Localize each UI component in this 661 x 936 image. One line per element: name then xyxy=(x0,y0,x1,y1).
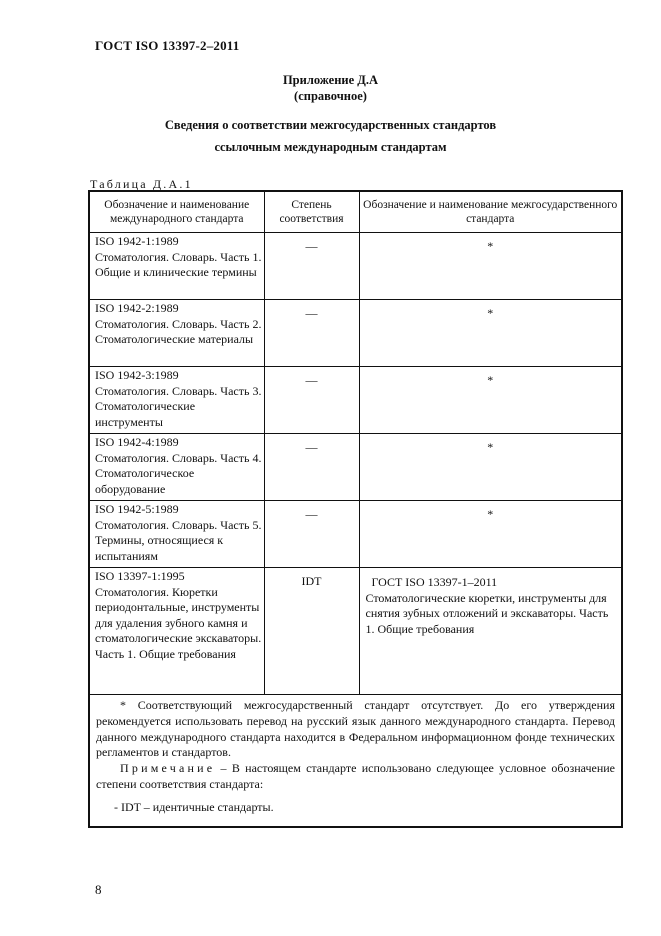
appendix-subtitle: (справочное) xyxy=(294,89,367,103)
iso-code: ISO 1942-4:1989 xyxy=(95,435,179,449)
note-text: – В настоящем стандарте использовано следующее условное обозначение степени соответствия стандарта: xyxy=(96,761,615,791)
degree-cell: — xyxy=(264,300,359,367)
interstate-standard-cell: * xyxy=(359,434,622,501)
table-notes-row xyxy=(89,695,622,828)
idt-definition: - IDT – идентичные стандарты. xyxy=(114,799,274,814)
header-international-standard: Обозначение и наименование международного стандарта xyxy=(89,191,264,233)
iso-title: Стоматология. Словарь. Часть 3. Стоматологические инструменты xyxy=(95,383,262,429)
appendix-title: Приложение Д.А xyxy=(282,73,379,87)
footnote-text: * Соответствующий межгосударственный стандарт отсутствует. До его утверждения рекомендуется использовать перевод на русский язык данного международного стандарта. Перевод данного международного стандарта находится в Федеральном информационном фонде технических регламентов и стандартов. xyxy=(96,698,615,760)
degree-cell: — xyxy=(264,434,359,501)
interstate-standard-cell: * xyxy=(359,300,622,367)
iso-title: Стоматология. Словарь. Часть 1. Общие и клинические термины xyxy=(95,249,262,279)
iso-title: Стоматология. Кюретки периодонтальные, инструменты для удаления зубного камня и стоматологические экскаваторы. Часть 1. Общие требования xyxy=(95,584,262,661)
iso-code: ISO 1942-5:1989 xyxy=(95,502,179,516)
iso-standard-cell xyxy=(89,367,264,434)
iso-title: Стоматология. Словарь. Часть 4. Стоматологическое оборудование xyxy=(95,450,262,496)
degree-cell: IDT xyxy=(264,568,359,695)
iso-standard-cell xyxy=(89,233,264,300)
interstate-title: Стоматологические кюретки, инструменты для снятия зубных отложений и экскаваторы. Часть 1. Общие требования xyxy=(365,590,609,636)
iso-standard-cell xyxy=(89,434,264,501)
iso-standard-cell xyxy=(89,568,264,695)
table-row xyxy=(89,300,622,367)
iso-standard-cell xyxy=(89,501,264,568)
degree-cell: — xyxy=(264,233,359,300)
note-label: Примечание xyxy=(120,761,216,776)
correspondence-table xyxy=(88,190,623,828)
table-caption: Таблица Д.А.1 xyxy=(90,177,193,191)
section-title-line-2: ссылочным международным стандартам xyxy=(214,140,447,154)
header-degree-of-conformity: Степень соответствия xyxy=(264,191,359,233)
page-number: 8 xyxy=(95,882,102,897)
interstate-standard-cell xyxy=(359,568,622,695)
table-row xyxy=(89,434,622,501)
interstate-standard-cell: * xyxy=(359,233,622,300)
iso-standard-cell xyxy=(89,300,264,367)
interstate-standard-cell: * xyxy=(359,501,622,568)
appendix-heading xyxy=(0,72,661,104)
table-row xyxy=(89,367,622,434)
note-paragraph xyxy=(96,761,615,793)
iso-code: ISO 13397-1:1995 xyxy=(95,569,185,583)
degree-cell: — xyxy=(264,501,359,568)
table-header-row xyxy=(89,191,622,233)
iso-code: ISO 1942-3:1989 xyxy=(95,368,179,382)
interstate-standard-cell: * xyxy=(359,367,622,434)
interstate-code: ГОСТ ISO 13397-1–2011 xyxy=(371,575,498,589)
iso-title: Стоматология. Словарь. Часть 5. Термины, относящиеся к испытаниям xyxy=(95,517,262,563)
table-row xyxy=(89,233,622,300)
document-code-header: ГОСТ ISO 13397-2–2011 xyxy=(95,38,240,53)
header-interstate-standard: Обозначение и наименование межгосударственного стандарта xyxy=(359,191,622,233)
iso-title: Стоматология. Словарь. Часть 2. Стоматологические материалы xyxy=(95,316,262,346)
iso-code: ISO 1942-1:1989 xyxy=(95,234,179,248)
table-row xyxy=(89,501,622,568)
section-title-line-1: Сведения о соответствии межгосударственных стандартов xyxy=(164,118,497,132)
iso-code: ISO 1942-2:1989 xyxy=(95,301,179,315)
notes-cell xyxy=(89,695,622,828)
table-row xyxy=(89,568,622,695)
degree-cell: — xyxy=(264,367,359,434)
